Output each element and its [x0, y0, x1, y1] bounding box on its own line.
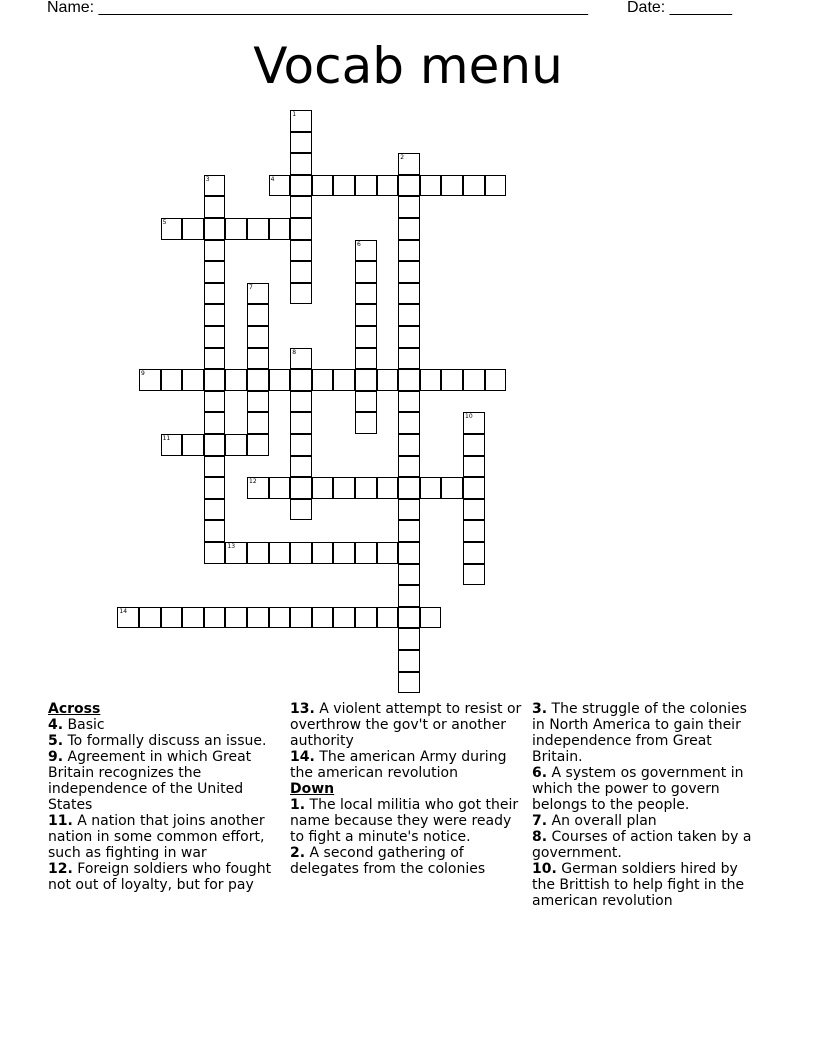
grid-cell[interactable] — [204, 283, 226, 305]
grid-cell[interactable] — [333, 607, 355, 629]
clue-item — [532, 861, 764, 909]
grid-cell[interactable] — [161, 434, 183, 456]
grid-cell[interactable] — [269, 175, 291, 197]
grid-cell[interactable] — [398, 240, 420, 262]
grid-cell[interactable] — [290, 175, 312, 197]
grid-cell[interactable] — [355, 391, 377, 413]
grid-cell[interactable] — [290, 132, 312, 154]
grid-cell[interactable] — [355, 369, 377, 391]
clue-number: 7 — [249, 283, 253, 291]
grid-cell[interactable] — [398, 369, 420, 391]
grid-cell[interactable] — [247, 326, 269, 348]
grid-cell[interactable] — [485, 175, 507, 197]
grid-cell[interactable] — [398, 564, 420, 586]
clue-item-text: Basic — [63, 717, 105, 733]
grid-cell[interactable] — [398, 348, 420, 370]
grid-cell[interactable] — [398, 218, 420, 240]
grid-cell[interactable] — [269, 369, 291, 391]
grid-cell[interactable] — [290, 153, 312, 175]
grid-cell[interactable] — [182, 434, 204, 456]
clue-item-text: Agreement in which Great Britain recognizes the independence of the United States — [48, 749, 252, 813]
grid-cell[interactable] — [377, 175, 399, 197]
grid-cell[interactable] — [204, 218, 226, 240]
grid-cell[interactable] — [333, 175, 355, 197]
clue-item — [48, 717, 280, 733]
grid-cell[interactable] — [312, 369, 334, 391]
grid-cell[interactable] — [290, 218, 312, 240]
grid-cell[interactable] — [204, 175, 226, 197]
clue-item — [532, 765, 764, 813]
grid-cell[interactable] — [463, 564, 485, 586]
grid-cell[interactable] — [139, 369, 161, 391]
grid-cell[interactable] — [355, 412, 377, 434]
clue-item-number: 5. — [48, 733, 64, 749]
grid-cell[interactable] — [312, 542, 334, 564]
grid-cell[interactable] — [225, 218, 247, 240]
grid-cell[interactable] — [247, 607, 269, 629]
grid-cell[interactable] — [204, 542, 226, 564]
clue-item — [290, 845, 522, 877]
grid-cell[interactable] — [333, 542, 355, 564]
clue-column-2 — [290, 701, 522, 877]
grid-cell[interactable] — [290, 261, 312, 283]
clue-number: 11 — [162, 435, 171, 442]
clue-item-number: 1. — [290, 797, 306, 813]
grid-cell[interactable] — [290, 412, 312, 434]
grid-cell[interactable] — [463, 369, 485, 391]
grid-cell[interactable] — [204, 391, 226, 413]
grid-cell[interactable] — [398, 326, 420, 348]
clue-number: 1 — [292, 111, 297, 118]
clue-item-number: 11. — [48, 813, 73, 829]
clue-number: 9 — [141, 370, 145, 378]
grid-cell[interactable] — [355, 240, 377, 262]
grid-cell[interactable] — [420, 607, 442, 629]
grid-cell[interactable] — [355, 477, 377, 499]
grid-cell[interactable] — [247, 369, 269, 391]
clue-item-text: An overall plan — [547, 813, 657, 829]
clue-number: 10 — [465, 413, 473, 421]
grid-cell[interactable] — [441, 175, 463, 197]
clue-number: 12 — [249, 478, 257, 486]
clue-item — [290, 701, 522, 749]
grid-cell[interactable] — [398, 456, 420, 478]
clue-item — [290, 797, 522, 845]
grid-cell[interactable] — [247, 434, 269, 456]
grid-cell[interactable] — [225, 607, 247, 629]
clue-item-text: The struggle of the colonies in North America to gain their independence from Great Britain. — [532, 701, 747, 765]
name-field-label: Name: _______________________________________________________ — [47, 0, 588, 16]
clue-column-3 — [532, 701, 764, 909]
grid-cell[interactable] — [398, 520, 420, 542]
clue-item — [290, 749, 522, 781]
clue-item-text: A nation that joins another nation in some common effort, such as fighting in war — [48, 813, 265, 861]
grid-cell[interactable] — [398, 304, 420, 326]
grid-cell[interactable] — [182, 607, 204, 629]
grid-cell[interactable] — [290, 434, 312, 456]
clue-item — [48, 861, 280, 893]
grid-cell[interactable] — [441, 369, 463, 391]
grid-cell[interactable] — [398, 477, 420, 499]
clue-item-number: 6. — [532, 765, 548, 781]
grid-cell[interactable] — [204, 369, 226, 391]
grid-cell[interactable] — [441, 477, 463, 499]
clue-item-number: 7. — [532, 813, 548, 829]
clue-item — [48, 813, 280, 861]
grid-cell[interactable] — [290, 369, 312, 391]
grid-cell[interactable] — [161, 369, 183, 391]
clue-number: 6 — [357, 240, 361, 248]
grid-cell[interactable] — [420, 477, 442, 499]
clue-item — [532, 701, 764, 765]
page-title: Vocab menu — [253, 37, 563, 95]
grid-cell[interactable] — [398, 261, 420, 283]
grid-cell[interactable] — [355, 261, 377, 283]
grid-cell[interactable] — [290, 499, 312, 521]
clue-item — [532, 829, 764, 861]
grid-cell[interactable] — [247, 542, 269, 564]
grid-cell[interactable] — [290, 542, 312, 564]
date-field-label: Date: _______ — [627, 0, 732, 16]
clue-item-number: 4. — [48, 717, 64, 733]
grid-cell[interactable] — [247, 391, 269, 413]
grid-cell[interactable] — [290, 283, 312, 305]
grid-cell[interactable] — [204, 261, 226, 283]
grid-cell[interactable] — [269, 218, 291, 240]
grid-cell[interactable] — [204, 499, 226, 521]
grid-cell[interactable] — [290, 607, 312, 629]
clue-item-number: 2. — [290, 845, 306, 861]
clue-heading: Across — [48, 701, 101, 717]
grid-cell[interactable] — [269, 477, 291, 499]
clue-item-text: The local militia who got their name because they were ready to fight a minute's notice. — [290, 797, 519, 845]
grid-cell[interactable] — [377, 477, 399, 499]
grid-cell[interactable] — [161, 607, 183, 629]
grid-cell[interactable] — [204, 412, 226, 434]
grid-cell[interactable] — [398, 650, 420, 672]
grid-cell[interactable] — [463, 434, 485, 456]
grid-cell[interactable] — [398, 628, 420, 650]
grid-cell[interactable] — [247, 304, 269, 326]
grid-cell[interactable] — [355, 542, 377, 564]
grid-cell[interactable] — [161, 218, 183, 240]
grid-cell[interactable] — [377, 369, 399, 391]
grid-cell[interactable] — [269, 607, 291, 629]
grid-cell[interactable] — [463, 175, 485, 197]
grid-cell[interactable] — [377, 607, 399, 629]
grid-cell[interactable] — [398, 283, 420, 305]
grid-cell[interactable] — [312, 175, 334, 197]
clue-item-number: 9. — [48, 749, 64, 765]
grid-cell[interactable] — [355, 283, 377, 305]
grid-cell[interactable] — [463, 520, 485, 542]
grid-cell[interactable] — [398, 412, 420, 434]
grid-cell[interactable] — [355, 607, 377, 629]
clue-number: 8 — [292, 348, 297, 356]
grid-cell[interactable] — [355, 175, 377, 197]
clue-item-number: 3. — [532, 701, 548, 717]
grid-cell[interactable] — [420, 175, 442, 197]
clue-item — [48, 733, 280, 749]
grid-cell[interactable] — [463, 412, 485, 434]
grid-cell[interactable] — [225, 542, 247, 564]
clue-item-text: A violent attempt to resist or overthrow the gov't or another authority — [290, 701, 522, 749]
grid-cell[interactable] — [463, 499, 485, 521]
grid-cell[interactable] — [355, 326, 377, 348]
grid-cell[interactable] — [312, 607, 334, 629]
clue-item-text: Foreign soldiers who fought not out of loyalty, but for pay — [48, 861, 272, 893]
grid-cell[interactable] — [398, 542, 420, 564]
grid-cell[interactable] — [312, 477, 334, 499]
grid-cell[interactable] — [139, 607, 161, 629]
grid-cell[interactable] — [420, 369, 442, 391]
clue-item-text: German soldiers hired by the Brittish to help fight in the american revolution — [532, 861, 745, 909]
grid-cell[interactable] — [463, 477, 485, 499]
grid-cell[interactable] — [204, 196, 226, 218]
clue-item-text: Courses of action taken by a government. — [532, 829, 752, 861]
clue-item-text: A second gathering of delegates from the colonies — [290, 845, 486, 877]
grid-cell[interactable] — [398, 607, 420, 629]
grid-cell[interactable] — [182, 218, 204, 240]
grid-cell[interactable] — [398, 434, 420, 456]
clue-number: 4 — [270, 175, 275, 183]
clue-number: 2 — [400, 154, 405, 162]
clue-item — [532, 813, 764, 829]
grid-cell[interactable] — [398, 196, 420, 218]
grid-cell[interactable] — [290, 391, 312, 413]
grid-cell[interactable] — [204, 520, 226, 542]
grid-cell[interactable] — [247, 477, 269, 499]
grid-cell[interactable] — [204, 477, 226, 499]
grid-cell[interactable] — [247, 283, 269, 305]
clue-item-number: 8. — [532, 829, 548, 845]
grid-cell[interactable] — [398, 391, 420, 413]
grid-cell[interactable] — [398, 585, 420, 607]
grid-cell[interactable] — [204, 348, 226, 370]
clue-item — [48, 749, 280, 813]
grid-cell[interactable] — [377, 542, 399, 564]
grid-cell[interactable] — [485, 369, 507, 391]
grid-cell[interactable] — [290, 196, 312, 218]
grid-cell[interactable] — [290, 240, 312, 262]
grid-cell[interactable] — [204, 456, 226, 478]
clue-heading: Down — [290, 781, 335, 797]
clue-number: 13 — [227, 543, 236, 550]
grid-cell[interactable] — [333, 477, 355, 499]
grid-cell[interactable] — [355, 304, 377, 326]
grid-cell[interactable] — [247, 348, 269, 370]
grid-cell[interactable] — [182, 369, 204, 391]
clue-item-number: 14. — [290, 749, 315, 765]
clue-item-number: 13. — [290, 701, 315, 717]
grid-cell[interactable] — [204, 434, 226, 456]
grid-cell[interactable] — [225, 369, 247, 391]
clue-item-text: A system os government in which the power to govern belongs to the people. — [532, 765, 744, 813]
clue-item-number: 12. — [48, 861, 73, 877]
clue-item-text: To formally discuss an issue. — [63, 733, 267, 749]
grid-cell[interactable] — [204, 304, 226, 326]
grid-cell[interactable] — [398, 499, 420, 521]
clue-number: 3 — [205, 175, 210, 183]
grid-cell[interactable] — [117, 607, 139, 629]
grid-cell[interactable] — [463, 456, 485, 478]
grid-cell[interactable] — [247, 218, 269, 240]
grid-cell[interactable] — [204, 240, 226, 262]
grid-cell[interactable] — [290, 456, 312, 478]
grid-cell[interactable] — [225, 434, 247, 456]
grid-cell[interactable] — [290, 110, 312, 132]
grid-cell[interactable] — [204, 607, 226, 629]
grid-cell[interactable] — [398, 175, 420, 197]
grid-cell[interactable] — [269, 542, 291, 564]
grid-cell[interactable] — [290, 477, 312, 499]
clue-item-number: 10. — [532, 861, 557, 877]
grid-cell[interactable] — [355, 348, 377, 370]
clue-item-text: The american Army during the american revolution — [290, 749, 507, 781]
grid-cell[interactable] — [290, 348, 312, 370]
grid-cell[interactable] — [333, 369, 355, 391]
grid-cell[interactable] — [463, 542, 485, 564]
clue-number: 5 — [162, 219, 167, 226]
clue-number: 14 — [119, 607, 128, 615]
grid-cell[interactable] — [398, 153, 420, 175]
grid-cell[interactable] — [204, 326, 226, 348]
grid-cell[interactable] — [398, 672, 420, 694]
grid-cell[interactable] — [247, 412, 269, 434]
clue-column-1 — [48, 701, 280, 893]
